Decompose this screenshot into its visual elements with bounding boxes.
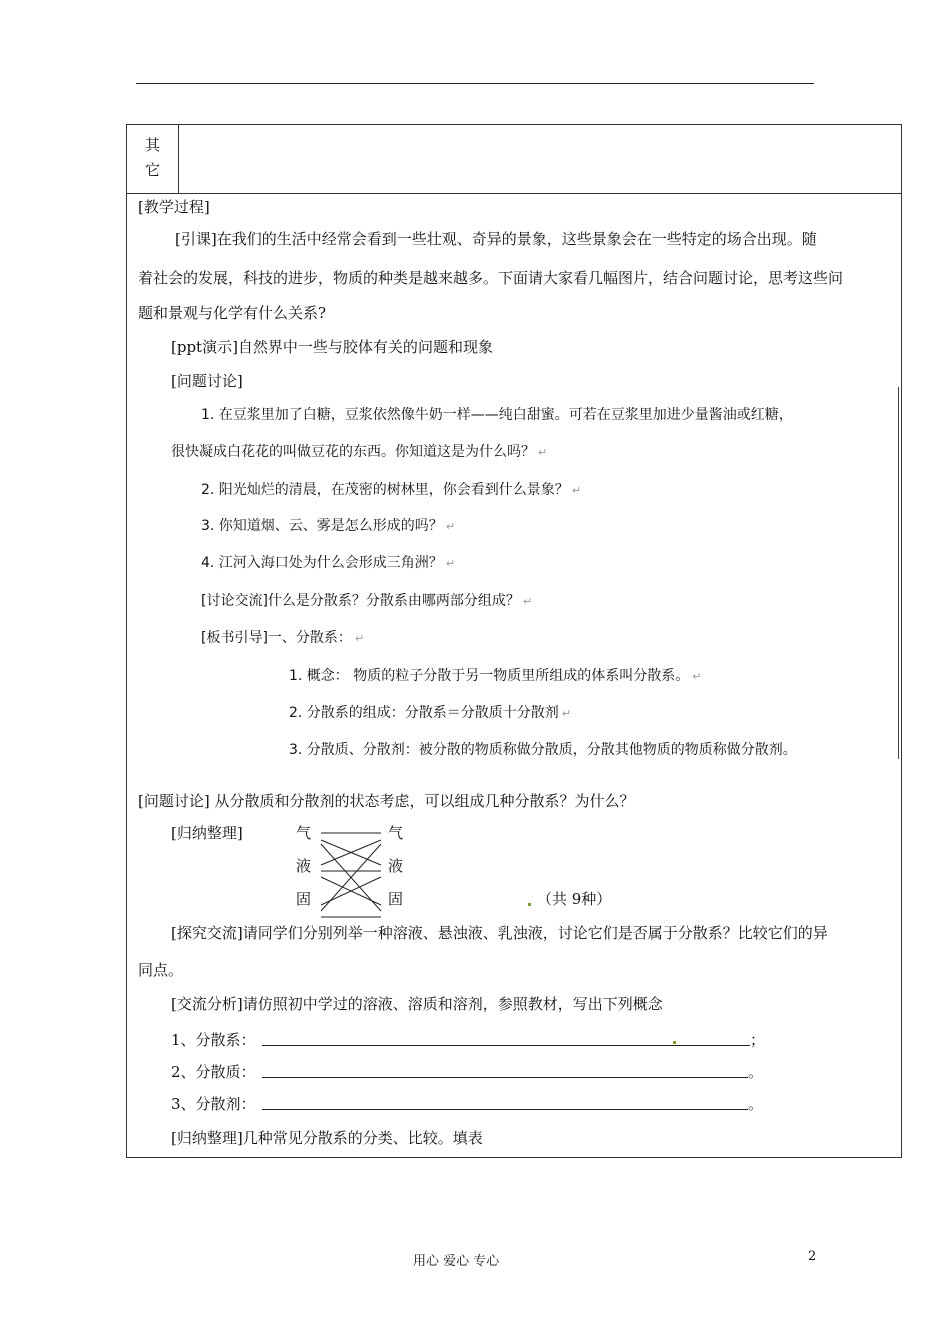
other-label-char-1: 其 [144, 136, 160, 154]
blank-2-label: 2、分散质： [171, 1063, 256, 1081]
lesson-table [126, 124, 902, 1158]
blank-3-label: 3、分散剂： [171, 1095, 256, 1113]
intro-line-2: 着社会的发展，科技的进步，物质的种类是越来越多。下面请大家看几幅图片，结合问题讨论，思考这些问 [138, 269, 844, 287]
question-3: 3. 你知道烟、云、雾是怎么形成的吗？ ↵ [201, 518, 456, 534]
combination-diagram [319, 825, 383, 925]
process-heading: [教学过程] [138, 198, 210, 216]
question-1-line-1: 1. 在豆浆里加了白糖，豆浆依然像牛奶一样——纯白甜蜜。可若在豆浆里加进少量酱油或红糖， [201, 407, 793, 423]
analysis: [交流分析]请仿照初中学过的溶液、溶质和溶剂，参照教材，写出下列概念 [171, 995, 663, 1013]
footer-text: 用心 爱心 专心 [413, 1254, 500, 1269]
summary-label: [归纳整理] [171, 824, 243, 842]
header-rule [136, 83, 814, 84]
blank-2-line[interactable] [262, 1077, 748, 1078]
concept-3: 3. 分散质、分散剂：被分散的物质称做分散质，分散其他物质的物质称做分散剂。 [289, 742, 797, 758]
explore-line-1: [探究交流]请同学们分别列举一种溶液、悬浊液、乳浊液，讨论它们是否属于分散系？比较它们的异 [171, 924, 828, 942]
ppt-demo: [ppt演示]自然界中一些与胶体有关的问题和现象 [171, 338, 493, 356]
concept-2: 2. 分散系的组成：分散系＝分散质十分散剂 ↵ [289, 705, 572, 721]
state-right-liquid: 液 [388, 857, 404, 875]
discussion-exchange: [讨论交流]什么是分散系？分散系由哪两部分组成？ ↵ [201, 593, 533, 609]
state-right-gas: 气 [388, 824, 404, 842]
explore-line-2: 同点。 [138, 961, 184, 979]
other-row [127, 125, 901, 194]
state-left-gas: 气 [296, 824, 312, 842]
final-summary: [归纳整理]几种常见分散系的分类、比较。填表 [171, 1129, 483, 1147]
question-1-line-2: 很快凝成白花花的叫做豆花的东西。你知道这是为什么吗？ ↵ [171, 444, 548, 460]
total-count: （共 9种） [537, 890, 612, 908]
blank-1-line[interactable] [262, 1045, 750, 1046]
state-right-solid: 固 [388, 890, 404, 908]
intro-line-1: [引课]在我们的生活中经常会看到一些壮观、奇异的景象，这些景象会在一些特定的场合出现。随 [175, 230, 817, 248]
concept-1: 1. 概念： 物质的粒子分散于另一物质里所组成的体系叫分散系。 ↵ [289, 668, 702, 684]
question-4: 4. 江河入海口处为什么会形成三角洲？ ↵ [201, 555, 456, 571]
blank-1-end: ； [750, 1031, 766, 1049]
other-label [127, 125, 179, 193]
pasted-block-edge [898, 387, 899, 759]
blank-1-dot [673, 1041, 676, 1044]
blank-3-line[interactable] [262, 1109, 748, 1110]
other-label-char-2: 它 [144, 161, 160, 179]
state-left-solid: 固 [296, 890, 312, 908]
blank-2-end: 。 [748, 1063, 764, 1081]
discussion-heading: [问题讨论] [171, 372, 243, 390]
blank-1-label: 1、分散系： [171, 1031, 256, 1049]
green-dot [528, 903, 531, 906]
board-heading: [板书引导]一、分散系： ↵ [201, 630, 365, 646]
intro-line-3: 题和景观与化学有什么关系? [138, 304, 327, 322]
discussion-2: [问题讨论] 从分散质和分散剂的状态考虑，可以组成几种分散系？为什么？ [138, 792, 635, 810]
blank-3-end: 。 [748, 1095, 764, 1113]
question-2: 2. 阳光灿烂的清晨，在茂密的树林里，你会看到什么景象？ ↵ [201, 482, 582, 498]
page-number: 2 [808, 1249, 817, 1264]
state-left-liquid: 液 [296, 857, 312, 875]
